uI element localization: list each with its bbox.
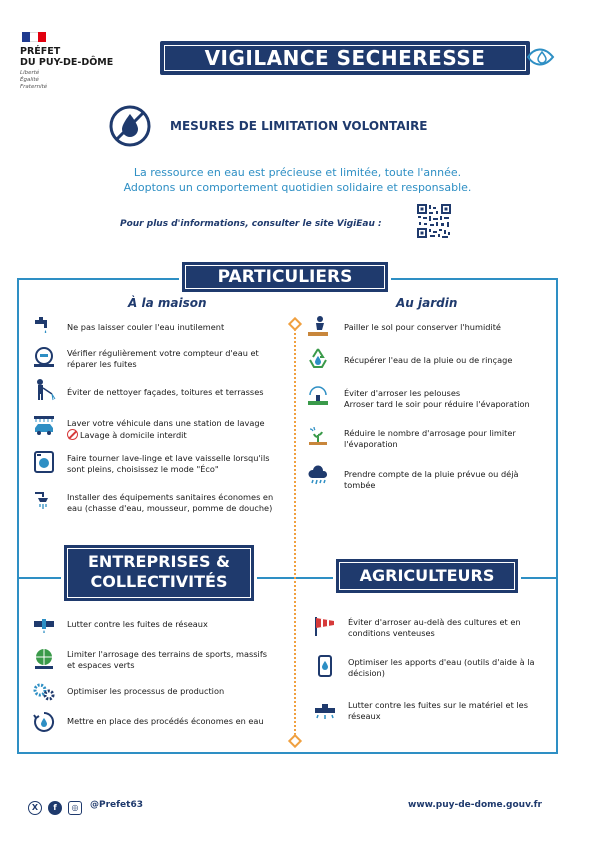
jardin-heading: Au jardin bbox=[396, 296, 458, 310]
list-item bbox=[306, 383, 330, 411]
drop-tag-icon bbox=[526, 44, 556, 70]
forbidden-icon bbox=[67, 429, 78, 440]
list-item bbox=[313, 698, 337, 726]
list-item bbox=[313, 654, 337, 682]
list-item bbox=[32, 378, 56, 406]
list-item-text: Éviter de nettoyer façades, toitures et terrasses bbox=[67, 387, 264, 397]
lawn-sprinkler-icon bbox=[306, 383, 330, 407]
list-item-text: Lutter contre les fuites sur le matériel et les réseaux bbox=[348, 700, 528, 721]
list-item-text: Optimiser les apports d'eau (outils d'aide à la décision) bbox=[348, 657, 535, 678]
qr-code[interactable] bbox=[416, 203, 452, 239]
restricted-water-icon bbox=[108, 104, 152, 148]
list-item-text: Prendre compte de la pluie prévue ou déjà tombée bbox=[344, 469, 519, 490]
rain-cloud-icon bbox=[306, 464, 330, 488]
agriculteurs-banner: AGRICULTEURS bbox=[336, 559, 518, 593]
maison-heading: À la maison bbox=[128, 296, 207, 310]
list-item bbox=[306, 346, 330, 374]
website-link[interactable]: www.puy-de-dome.gouv.fr bbox=[408, 800, 542, 810]
list-item-text: Mettre en place des procédés économes en eau bbox=[67, 716, 264, 726]
more-info-text: Pour plus d'informations, consulter le site VigiEau : bbox=[120, 219, 382, 229]
list-item bbox=[32, 647, 56, 675]
instagram-icon[interactable]: ◎ bbox=[68, 801, 82, 815]
faucet-icon bbox=[32, 314, 56, 338]
irrigation-pipe-icon bbox=[313, 698, 337, 722]
entreprises-banner: ENTREPRISES & COLLECTIVITÉS bbox=[64, 545, 254, 601]
shower-head-icon bbox=[32, 490, 56, 514]
windsock-icon bbox=[313, 614, 337, 638]
list-item-text: Lutter contre les fuites de réseaux bbox=[67, 619, 208, 629]
list-item-text: Éviter d'arroser les pelouses Arroser tard le soir pour réduire l'évaporation bbox=[344, 388, 530, 409]
pressure-washer-icon bbox=[32, 378, 56, 402]
water-cycle-icon bbox=[32, 710, 56, 734]
list-item-text: Ne pas laisser couler l'eau inutilement bbox=[67, 322, 225, 332]
list-item bbox=[32, 345, 56, 373]
list-item-text: Réduire le nombre d'arrosage pour limiter l'évaporation bbox=[344, 428, 516, 449]
list-item bbox=[306, 314, 330, 342]
social-handle[interactable]: @Prefet63 bbox=[90, 800, 143, 810]
plant-watering-icon bbox=[306, 423, 330, 447]
list-item bbox=[32, 414, 56, 442]
french-flag-logo bbox=[22, 32, 46, 42]
list-item bbox=[32, 314, 56, 342]
gears-icon bbox=[32, 680, 56, 704]
sports-field-icon bbox=[32, 647, 56, 671]
list-item-text: Éviter d'arroser au-delà des cultures et en conditions venteuses bbox=[348, 617, 521, 638]
prefecture-name: PRÉFET DU PUY-DE-DÔME bbox=[20, 46, 114, 68]
list-item bbox=[313, 614, 337, 642]
mulching-icon bbox=[306, 314, 330, 338]
list-item bbox=[32, 612, 56, 640]
list-item bbox=[306, 423, 330, 451]
car-wash-icon bbox=[32, 414, 56, 438]
list-item-text: Optimiser les processus de production bbox=[67, 686, 225, 696]
list-item-text: Limiter l'arrosage des terrains de sports, massifs et espaces verts bbox=[67, 649, 267, 670]
facebook-icon[interactable]: f bbox=[48, 801, 62, 815]
republic-motto: Liberté Égalité Fraternité bbox=[20, 70, 48, 90]
list-item-text: Installer des équipements sanitaires économes en eau (chasse d'eau, mousseur, pomme de douche) bbox=[67, 492, 274, 513]
list-item-text: Pailler le sol pour conserver l'humidité bbox=[344, 322, 501, 332]
smartphone-drop-icon bbox=[313, 654, 337, 678]
column-divider bbox=[294, 322, 296, 742]
washing-machine-icon bbox=[32, 450, 56, 474]
page-title: VIGILANCE SECHERESSE bbox=[204, 46, 486, 70]
list-item-text: Laver votre véhicule dans une station de lavage Lavage à domicile interdit bbox=[67, 418, 265, 440]
list-item-text: Faire tourner lave-linge et lave vaisselle lorsqu'ils sont pleins, choisissez le mode "Éco" bbox=[67, 453, 270, 474]
particuliers-banner: PARTICULIERS bbox=[182, 262, 388, 292]
list-item-text: Récupérer l'eau de la pluie ou de rinçage bbox=[344, 355, 513, 365]
list-item bbox=[32, 710, 56, 738]
recycle-water-icon bbox=[306, 346, 330, 370]
x-twitter-icon[interactable]: X bbox=[28, 801, 42, 815]
subtitle: MESURES DE LIMITATION VOLONTAIRE bbox=[170, 119, 428, 133]
list-item bbox=[32, 490, 56, 518]
intro-text: La ressource en eau est précieuse et limitée, toute l'année. Adoptons un comportement quotidien solidaire et responsable. bbox=[123, 166, 472, 194]
water-meter-icon bbox=[32, 345, 56, 369]
pipe-leak-icon bbox=[32, 612, 56, 636]
list-item bbox=[32, 680, 56, 708]
list-item-text: Vérifier régulièrement votre compteur d'eau et réparer les fuites bbox=[67, 348, 259, 369]
list-item bbox=[306, 464, 330, 492]
list-item bbox=[32, 450, 56, 478]
